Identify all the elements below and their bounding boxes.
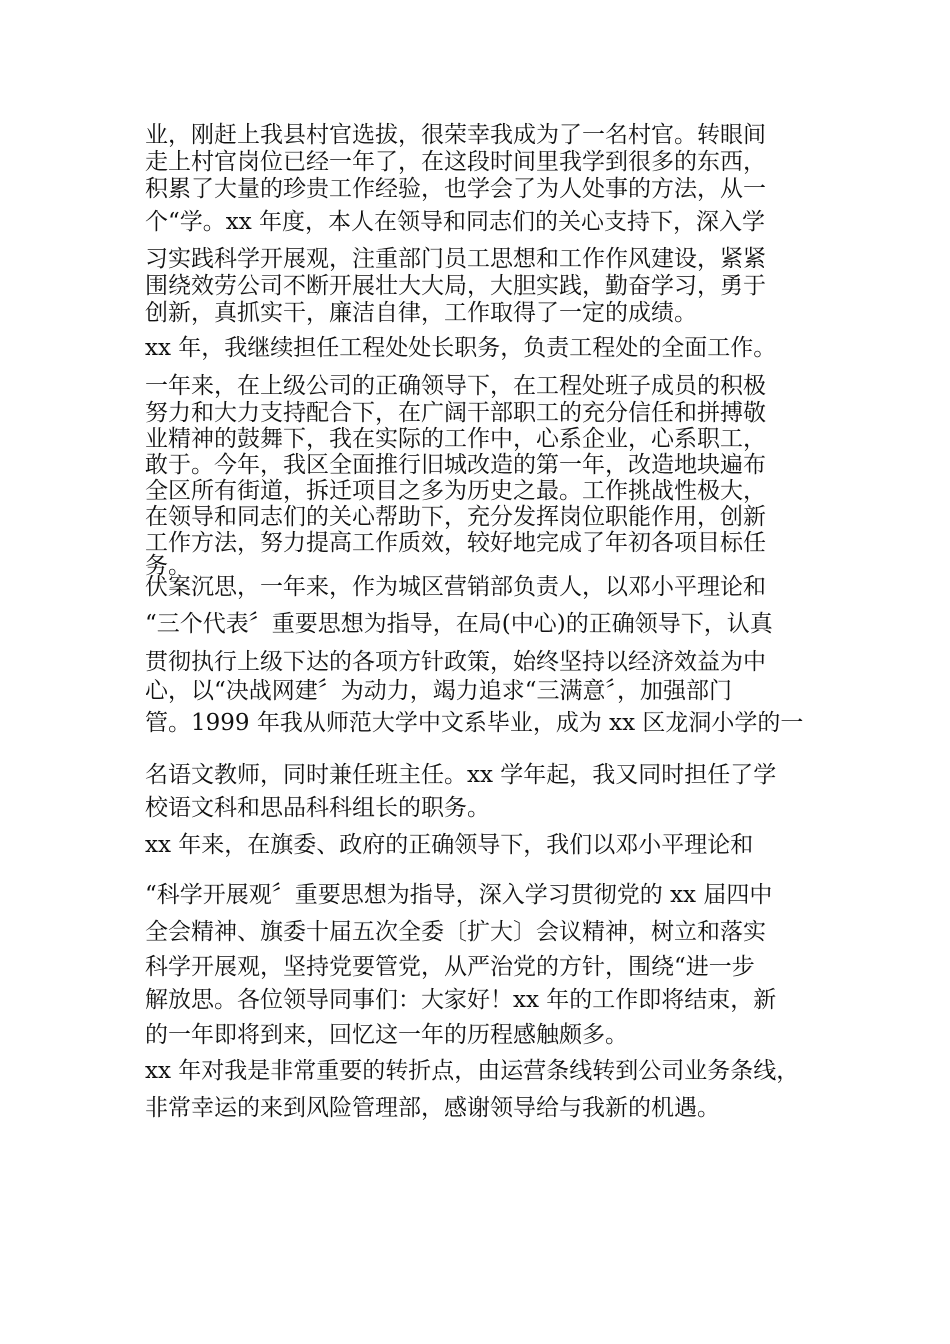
text-line: xx 年对我是非常重要的转折点，由运营条线转到公司业务条线， bbox=[145, 1058, 800, 1084]
text-line: 管。1999 年我从师范大学中文系毕业，成为 xx 区龙洞小学的一 bbox=[145, 710, 804, 736]
text-line: 工作方法，努力提高工作质效，较好地完成了年初各项目标任 bbox=[145, 530, 766, 556]
text-line: 校语文科和思品科科组长的职务。 bbox=[145, 795, 490, 821]
text-line: xx 年来，在旗委、政府的正确领导下，我们以邓小平理论和 bbox=[145, 832, 754, 858]
text-line: 个“学。xx 年度，本人在领导和同志们的关心支持下，深入学 bbox=[145, 209, 766, 235]
text-line: 努力和大力支持配合下，在广阔干部职工的充分信任和拼搏敬 bbox=[145, 400, 766, 426]
text-line: 走上村官岗位已经一年了，在这段时间里我学到很多的东西， bbox=[145, 149, 766, 175]
text-line: 业精神的鼓舞下，我在实际的工作中，心系企业，心系职工， bbox=[145, 426, 766, 452]
text-line: 贯彻执行上级下达的各项方针政策，始终坚持以经济效益为中 bbox=[145, 649, 766, 675]
text-line: 围绕效劳公司不断开展壮大大局，大胆实践，勤奋学习，勇于 bbox=[145, 273, 766, 299]
text-line: 积累了大量的珍贵工作经验，也学会了为人处事的方法，从一 bbox=[145, 176, 766, 202]
text-line: 一年来，在上级公司的正确领导下，在工程处班子成员的积极 bbox=[145, 373, 766, 399]
text-line: 业，刚赶上我县村官选拔，很荣幸我成为了一名村官。转眼间 bbox=[145, 122, 766, 148]
text-line: 全区所有街道，拆迁项目之多为历史之最。工作挑战性极大， bbox=[145, 478, 766, 504]
text-line: 非常幸运的来到风险管理部，感谢领导给与我新的机遇。 bbox=[145, 1095, 720, 1121]
text-line: “三个代表〞重要思想为指导，在局(中心)的正确领导下，认真 bbox=[145, 611, 773, 637]
text-line: 科学开展观，坚持党要管党，从严治党的方针，围绕“进一步 bbox=[145, 954, 755, 980]
text-line: 名语文教师，同时兼任班主任。xx 学年起，我又同时担任了学 bbox=[145, 762, 777, 788]
text-line: xx 年，我继续担任工程处处长职务，负责工程处的全面工作。 bbox=[145, 335, 777, 361]
text-line: 的一年即将到来，回忆这一年的历程感触颇多。 bbox=[145, 1022, 628, 1048]
text-line: 习实践科学开展观，注重部门员工思想和工作作风建设，紧紧 bbox=[145, 246, 766, 272]
text-line: 在领导和同志们的关心帮助下，充分发挥岗位职能作用，创新 bbox=[145, 504, 766, 530]
text-line: 敢于。今年，我区全面推行旧城改造的第一年，改造地块遍布 bbox=[145, 452, 766, 478]
text-line: 务。 bbox=[145, 553, 191, 579]
text-line: 全会精神、旗委十届五次全委〔扩大〕会议精神，树立和落实 bbox=[145, 919, 766, 945]
text-line: 解放思。各位领导同事们：大家好！xx 年的工作即将结束，新 bbox=[145, 987, 777, 1013]
text-line: 伏案沉思，一年来，作为城区营销部负责人，以邓小平理论和 bbox=[145, 574, 766, 600]
text-line: 创新，真抓实干，廉洁自律，工作取得了一定的成绩。 bbox=[145, 300, 697, 326]
text-line: “科学开展观〞重要思想为指导，深入学习贯彻党的 xx 届四中 bbox=[145, 882, 773, 908]
text-line: 心，以“决战网建〞为动力，竭力追求“三满意〞，加强部门 bbox=[145, 678, 733, 704]
